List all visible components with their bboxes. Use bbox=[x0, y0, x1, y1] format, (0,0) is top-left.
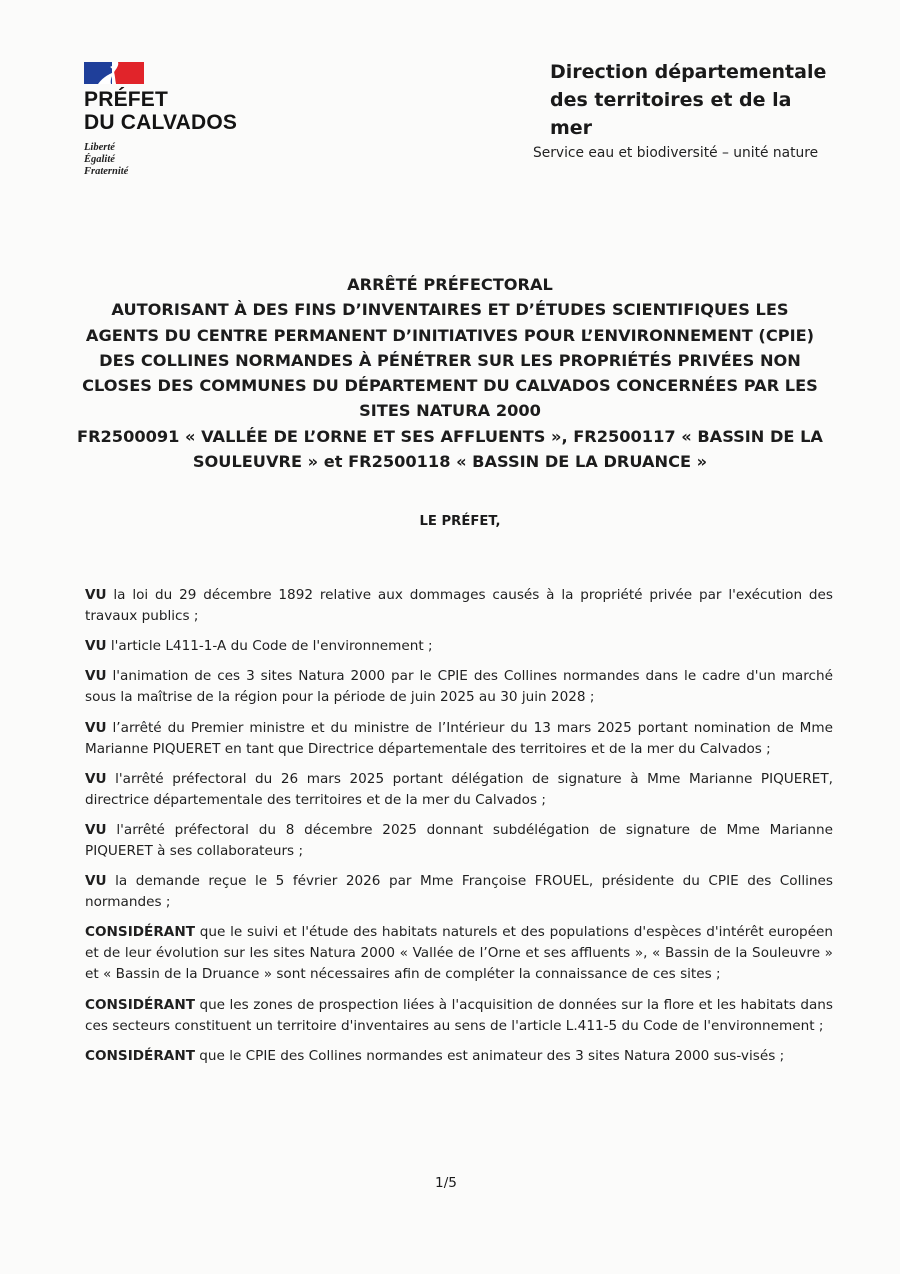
brand-line: DU CALVADOS bbox=[84, 111, 238, 134]
title-line: ARRÊTÉ PRÉFECTORAL bbox=[347, 275, 553, 294]
title-line: SITES NATURA 2000 bbox=[359, 401, 541, 421]
prefecture-logo bbox=[84, 62, 284, 178]
recital-paragraph bbox=[85, 666, 833, 708]
recital-text: l'arrêté préfectoral du 8 décembre 2025 donnant subdélégation de signature de Mme Marianne PIQUERET à ses collaborateurs ; bbox=[85, 821, 833, 859]
title-line: AGENTS DU CENTRE PERMANENT D’INITIATIVES POUR L’ENVIRONNEMENT (CPIE) bbox=[85, 325, 815, 345]
motto-line: Égalité bbox=[84, 154, 115, 165]
motto-line: Liberté bbox=[84, 142, 115, 153]
recital-text: l’arrêté du Premier ministre et du ministre de l’Intérieur du 13 mars 2025 portant nomination de Mme Marianne PIQUERET en tant que Directrice départementale des territoires et de la mer du Calvados ; bbox=[85, 719, 833, 757]
department-line: Direction départementale bbox=[550, 61, 827, 83]
department-heading bbox=[550, 58, 830, 142]
recital-paragraph bbox=[85, 718, 833, 760]
recital-text: la loi du 29 décembre 1892 relative aux dommages causés à la propriété privée par l'exécution des travaux publics ; bbox=[85, 587, 833, 624]
prefet-heading: LE PRÉFET, bbox=[419, 514, 501, 529]
recital-text: l'arrêté préfectoral du 26 mars 2025 portant délégation de signature à Mme Marianne PIQUERET, directrice départementale des territoires et de la mer du Calvados ; bbox=[85, 770, 833, 808]
recital-paragraph bbox=[85, 871, 833, 913]
recital-keyword: CONSIDÉRANT bbox=[85, 1047, 195, 1064]
decree-body bbox=[85, 585, 833, 1076]
recital-paragraph bbox=[85, 820, 833, 862]
recital-text: que le CPIE des Collines normandes est animateur des 3 sites Natura 2000 sus-visés ; bbox=[194, 1047, 785, 1064]
recital-text: l'animation de ces 3 sites Natura 2000 par le CPIE des Collines normandes dans le cadre d'un marché sous la maîtrise de la région pour la période de juin 2025 au 30 juin 2028 ; bbox=[85, 668, 833, 706]
recital-keyword: VU bbox=[85, 821, 107, 838]
recital-text: l'article L411-1-A du Code de l'environnement ; bbox=[106, 638, 433, 655]
recital-paragraph bbox=[85, 585, 833, 627]
title-line: DES COLLINES NORMANDES À PÉNÉTRER SUR LES PROPRIÉTÉS PRIVÉES NON bbox=[99, 350, 801, 370]
title-line: SOULEUVRE » et FR2500118 « BASSIN DE LA DRUANCE » bbox=[192, 452, 708, 472]
prefecture-name bbox=[84, 88, 284, 134]
department-line: des territoires et de la mer bbox=[550, 89, 792, 139]
recital-text: la demande reçue le 5 février 2026 par Mme Françoise FROUEL, présidente du CPIE des Collines normandes ; bbox=[85, 873, 833, 911]
considering-paragraph bbox=[85, 995, 833, 1037]
recital-text: que le suivi et l'étude des habitats naturels et des populations d'espèces d'intérêt européen et de leur évolution sur les sites Natura 2000 « Vallée de l’Orne et ses affluents », « Bassin de la Souleuvre » et « Bassin de la Druance » sont nécessaires afin de compléter la connaissance de ces sites ; bbox=[85, 924, 833, 983]
service-name: Service eau et biodiversité – unité nature bbox=[533, 145, 819, 161]
recital-keyword: CONSIDÉRANT bbox=[85, 996, 195, 1013]
marianne-flag-icon bbox=[84, 62, 144, 84]
recital-paragraph bbox=[85, 636, 833, 657]
recital-paragraph bbox=[85, 769, 833, 811]
brand-line: PRÉFET bbox=[84, 88, 169, 111]
considering-paragraph bbox=[85, 922, 833, 985]
recital-keyword: VU bbox=[85, 638, 107, 655]
recital-keyword: VU bbox=[85, 770, 107, 787]
recital-text: que les zones de prospection liées à l'acquisition de données sur la flore et les habitats dans ces secteurs constituent un territoire d'inventaires au sens de l'article L.411-5 du Code de l'environnement ; bbox=[85, 996, 833, 1034]
title-line: CLOSES DES COMMUNES DU DÉPARTEMENT DU CALVADOS CONCERNÉES PAR LES bbox=[82, 376, 818, 396]
recital-keyword: VU bbox=[85, 587, 107, 603]
recital-keyword: VU bbox=[85, 719, 107, 736]
recital-keyword: VU bbox=[85, 668, 107, 685]
decree-title bbox=[70, 272, 830, 474]
recital-keyword: VU bbox=[85, 873, 107, 890]
title-line: FR2500091 « VALLÉE DE L’ORNE ET SES AFFLUENTS », FR2500117 « BASSIN DE LA bbox=[77, 426, 823, 446]
republic-motto bbox=[84, 142, 284, 178]
title-line: AUTORISANT À DES FINS D’INVENTAIRES ET D’ÉTUDES SCIENTIFIQUES LES bbox=[111, 300, 789, 320]
motto-line: Fraternité bbox=[84, 166, 129, 177]
page-number: 1/5 bbox=[435, 1175, 457, 1191]
recital-keyword: CONSIDÉRANT bbox=[85, 924, 195, 941]
considering-paragraph bbox=[85, 1046, 833, 1067]
